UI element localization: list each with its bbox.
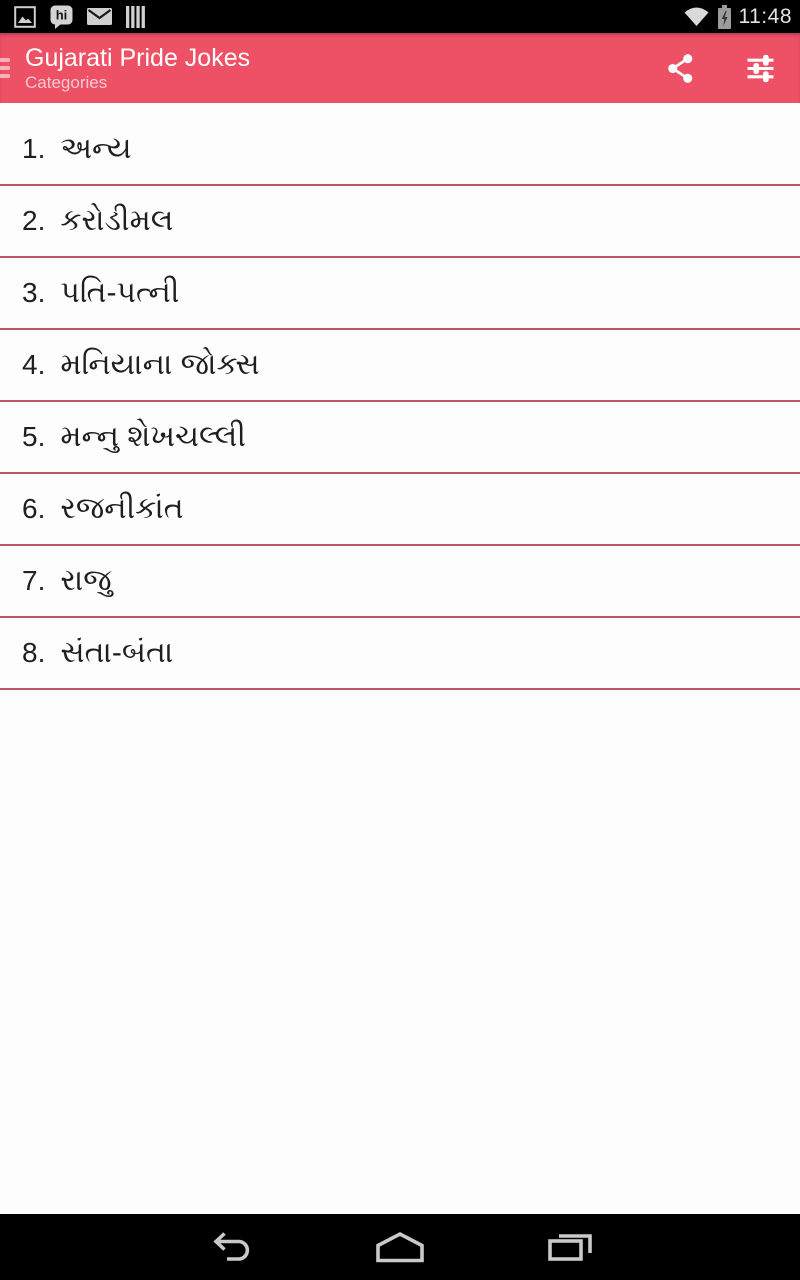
notification-icons [14, 5, 145, 29]
category-number: 7. [22, 565, 46, 596]
drawer-handle-icon[interactable] [0, 58, 10, 78]
category-item-5[interactable] [0, 402, 800, 474]
wifi-icon [683, 6, 710, 27]
android-nav-bar [0, 1214, 800, 1280]
category-list [0, 103, 800, 1214]
category-label: પતિ-પત્ની [60, 276, 180, 309]
app-bar [0, 33, 800, 103]
home-icon [373, 1231, 427, 1263]
hike-icon [50, 5, 73, 29]
category-label: સંતા-બંતા [60, 636, 174, 669]
category-item-4[interactable] [0, 330, 800, 402]
page-subtitle: Categories [25, 72, 108, 92]
category-label: કરોડીમલ [60, 204, 174, 237]
category-label: રજનીકાંત [60, 492, 184, 525]
back-icon [205, 1230, 255, 1264]
share-icon [665, 53, 696, 84]
category-item-3[interactable] [0, 258, 800, 330]
app-bar-actions [640, 33, 800, 103]
battery-charging-icon [717, 5, 732, 29]
recents-button[interactable] [538, 1222, 602, 1272]
category-label: રાજુ [60, 564, 112, 597]
category-number: 2. [22, 205, 46, 236]
category-item-6[interactable] [0, 474, 800, 546]
category-number: 6. [22, 493, 46, 524]
category-item-7[interactable] [0, 546, 800, 618]
category-item-8[interactable] [0, 618, 800, 690]
bars-icon [126, 6, 145, 28]
clock: 11:48 [738, 4, 792, 28]
status-bar [0, 0, 800, 33]
share-button[interactable] [640, 33, 720, 103]
category-number: 8. [22, 637, 46, 668]
category-number: 5. [22, 421, 46, 452]
home-button[interactable] [368, 1222, 432, 1272]
page-title: Gujarati Pride Jokes [25, 43, 251, 72]
app-bar-titles [25, 43, 250, 93]
category-number: 3. [22, 277, 46, 308]
tune-icon [745, 53, 776, 84]
category-label: મન્નુ શેખચલ્લી [60, 420, 246, 453]
gallery-icon [14, 6, 36, 28]
system-status [683, 5, 793, 29]
category-item-1[interactable] [0, 114, 800, 186]
settings-button[interactable] [720, 33, 800, 103]
category-number: 1. [22, 133, 46, 164]
category-label: મનિયાના જોક્સ [60, 348, 260, 381]
recents-icon [546, 1231, 594, 1263]
back-button[interactable] [198, 1222, 262, 1272]
category-item-2[interactable] [0, 186, 800, 258]
mail-icon [87, 8, 112, 25]
svg-text:hi: hi [55, 7, 68, 22]
category-number: 4. [22, 349, 46, 380]
category-label: અન્ય [60, 132, 132, 165]
